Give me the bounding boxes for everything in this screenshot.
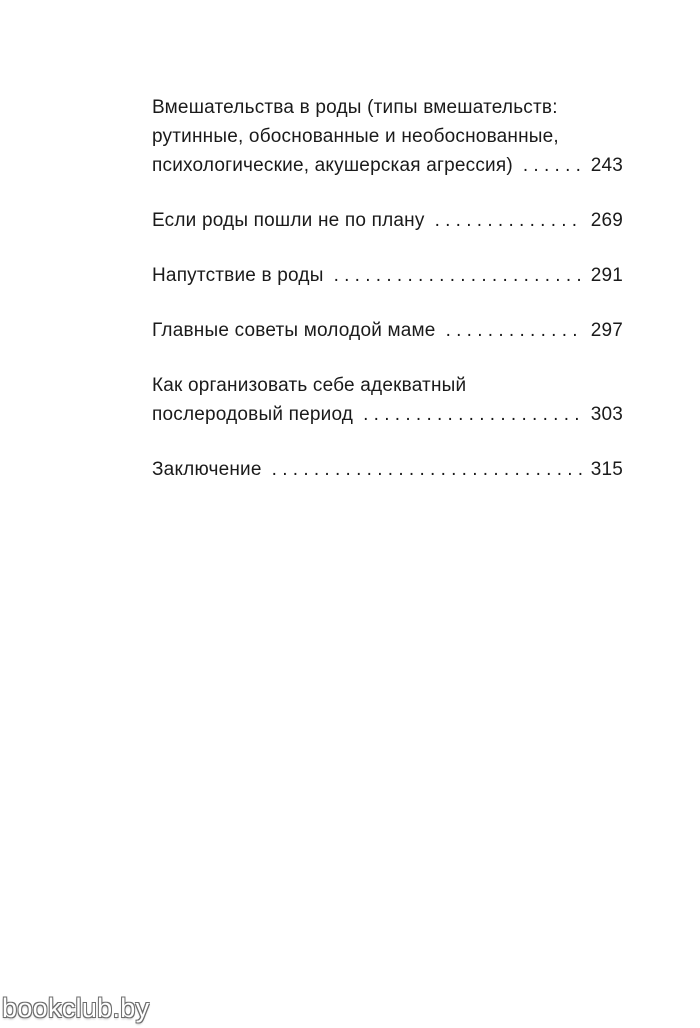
toc-entry[interactable] [152,93,623,180]
toc-entry-last-line [152,261,623,290]
toc-entry-title-line: Вмешательства в роды (типы вмешательств: [152,97,558,118]
toc-entry-title: Напутствие в роды [152,265,324,286]
toc-entry-title: Если роды пошли не по плану [152,210,425,231]
toc-leader-dots [334,261,583,290]
toc-leader-dots [523,151,583,180]
toc-entry-last-line [152,400,623,429]
toc-page-number: 297 [590,320,623,341]
table-of-contents [152,93,623,484]
toc-entry[interactable] [152,371,623,429]
toc-entry-last-line [152,151,623,180]
toc-entry-last-line [152,206,623,235]
toc-leader-dots [363,400,583,429]
toc-entry[interactable] [152,261,623,290]
toc-entry-title: послеродовый период [152,404,354,425]
toc-leader-dots [435,206,583,235]
toc-entry[interactable] [152,206,623,235]
toc-page-number: 243 [590,155,623,176]
toc-entry[interactable] [152,316,623,345]
toc-page-number: 291 [590,265,623,286]
toc-entry-last-line [152,455,623,484]
toc-entry-title-line: Как организовать себе адекватный [152,375,467,396]
toc-page-number: 269 [590,210,623,231]
toc-entry-title: Главные советы молодой маме [152,320,436,341]
toc-entry-title: Заключение [152,459,262,480]
toc-page-number: 303 [590,404,623,425]
toc-entry-title: психологические, акушерская агрессия) [152,155,513,176]
toc-entry-title-line: рутинные, обоснованные и необоснованные, [152,126,559,147]
toc-entry-last-line [152,316,623,345]
toc-leader-dots [446,316,583,345]
watermark-logo: bookclub.by [2,993,150,1023]
toc-leader-dots [272,455,583,484]
toc-page-number: 315 [590,459,623,480]
toc-entry[interactable] [152,455,623,484]
